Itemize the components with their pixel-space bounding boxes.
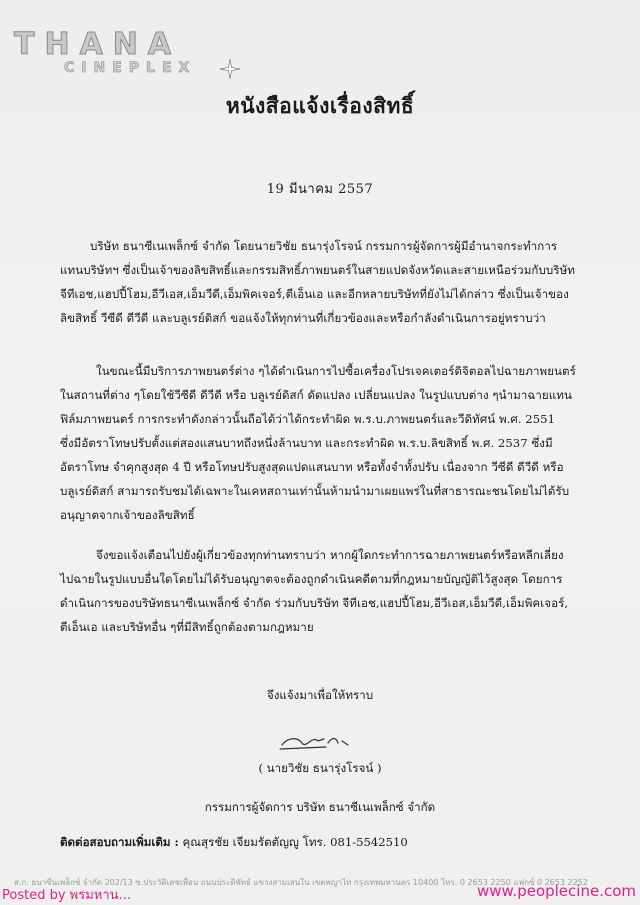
signer-position: กรรมการผู้จัดการ บริษัท ธนาซีเนเพล็กซ์ จำกัด: [204, 800, 436, 814]
paragraph-line: จีทีเอช,แฮปปี้โฮม,อีวีเอส,เอ็มวีดี,เอ็มพิคเจอร์,ตีเอ็นเอ และอีกหลายบริษัทที่ยังไม่ได้กล่าว ซึ่งเป็นเจ้าของ: [60, 287, 569, 301]
site-watermark: www.peoplecine.com: [477, 882, 636, 900]
contact-label: ติดต่อสอบถามเพิ่มเติม :: [60, 835, 179, 849]
closing-line: จึงแจ้งมาเพื่อให้ทราบ: [266, 688, 374, 702]
signer-name: ( นายวิชัย ธนารุ่งโรจน์ ): [258, 761, 382, 775]
paragraph-line: อัตราโทษ จำคุกสูงสุด 4 ปี หรือโทษปรับสูงสุดแปดแสนบาท หรือทั้งจำทั้งปรับ เนื่องจาก วีซีดี ดีวีดี หรือ: [60, 460, 564, 474]
paragraph-line: ตีเอ็นเอ และบริษัทอื่น ๆที่มีสิทธิ์ถูกต้องตามกฎหมาย: [60, 620, 314, 634]
paragraph-line: บริษัท ธนาซีเนเพล็กซ์ จำกัด โดยนายวิชัย ธนารุ่งโรจน์ กรรมการผู้จัดการผู้มีอำนาจกระทำการ: [90, 239, 558, 253]
paragraph-line: ดำเนินการของบริษัทธนาซีเนเพล็กซ์ จำกัด ร่วมกับบริษัท จีทีเอช,แฮปปี้โฮม,อีวีเอส,เอ็มวีดี,เอ็มพิคเจอร์,: [60, 596, 569, 610]
paragraph-3: [60, 543, 580, 639]
contact-value: คุณสุรชัย เจียมรัตตัญญู โทร. 081-5542510: [182, 835, 408, 849]
thana-cineplex-logo: [14, 27, 244, 82]
contact-info: [60, 834, 408, 852]
logo-wordmark: THANA: [14, 27, 182, 62]
logo-subtitle: CINEPLEX: [64, 60, 197, 76]
sparkle-icon: [220, 59, 240, 79]
paragraph-1: [60, 234, 580, 330]
paragraph-line: ในสถานที่ต่าง ๆโดยใช้วีซีดี ดีวีดี หรือ บลูเรย์ดิสก์ ดัดแปลง เปลี่ยนแปลง ในรูปแบบต่าง ๆนำมาฉายแทน: [60, 388, 572, 402]
paragraph-line: อนุญาตจากเจ้าของลิขสิทธิ์: [60, 508, 195, 522]
footer-address: ส.ก. ธนาซีนเพล็กซ์ จำกัด 202/13 ซ.ประวัติเดชเพื่อน ถนนประดิพัทธ์ แขวงสามเสนใน เขตพญาไท กรุงเทพมหานคร 10400 โทร. 0 2653 2250 แฟกซ์ 0 2653 2252: [14, 878, 588, 887]
handwritten-signature: [278, 731, 358, 753]
paragraph-line: ซึ่งมีอัตราโทษปรับตั้งแต่สองแสนบาทถึงหนึ่งล้านบาท และกระทำผิด พ.ร.บ.ลิขสิทธิ์ พ.ศ. 2537 ซึ่งมี: [60, 436, 553, 450]
document-date: 19 มีนาคม 2557: [266, 182, 374, 197]
paragraph-line: ไปฉายในรูปแบบอื่นใดโดยไม่ได้รับอนุญาตจะต้องถูกดำเนินคดีตามที่กฎหมายบัญญัติไว้สูงสุด โดยการ: [60, 572, 563, 586]
paragraph-line: จึงขอแจ้งเตือนไปยังผู้เกี่ยวข้องทุกท่านทราบว่า หากผู้ใดกระทำการฉายภาพยนตร์หรือหลีกเลี่ยง: [96, 548, 564, 562]
paragraph-2: [60, 359, 580, 527]
paragraph-line: แทนบริษัทฯ ซึ่งเป็นเจ้าของลิขสิทธิ์และกรรมสิทธิ์ภาพยนตร์ในสายแปดจังหวัดและสายเหนือร่วมกับบริษัท: [60, 263, 575, 277]
paragraph-line: บลูเรย์ดิสก์ สามารถรับชมได้เฉพาะในเคหสถานเท่านั้นห้ามนำมาเผยแพร่ในที่สาธารณะชนโดยไม่ได้รับ: [60, 484, 570, 498]
posted-by-watermark: Posted by พรมหาน...: [2, 888, 131, 903]
paragraph-line: ฟิล์มภาพยนตร์ การกระทำดังกล่าวนั้นถือได้ว่าได้กระทำผิด พ.ร.บ.ภาพยนตร์และวีดิทัศน์ พ.ศ. 2551: [60, 412, 556, 426]
document-title: หนังสือแจ้งเรื่องสิทธิ์: [225, 93, 415, 118]
paragraph-line: ลิขสิทธิ์ วีซีดี ดีวีดี และบลูเรย์ดิสก์ ขอแจ้งให้ทุกท่านที่เกี่ยวข้องและหรือกำลังดำเนินการอยู่ทราบว่า: [60, 311, 546, 325]
paragraph-line: ในขณะนี้มีบริการภาพยนตร์ต่าง ๆได้ดำเนินการไปซื้อเครื่องโปรเจคเตอร์ดิจิตอลไปฉายภาพยนตร์: [96, 364, 576, 378]
